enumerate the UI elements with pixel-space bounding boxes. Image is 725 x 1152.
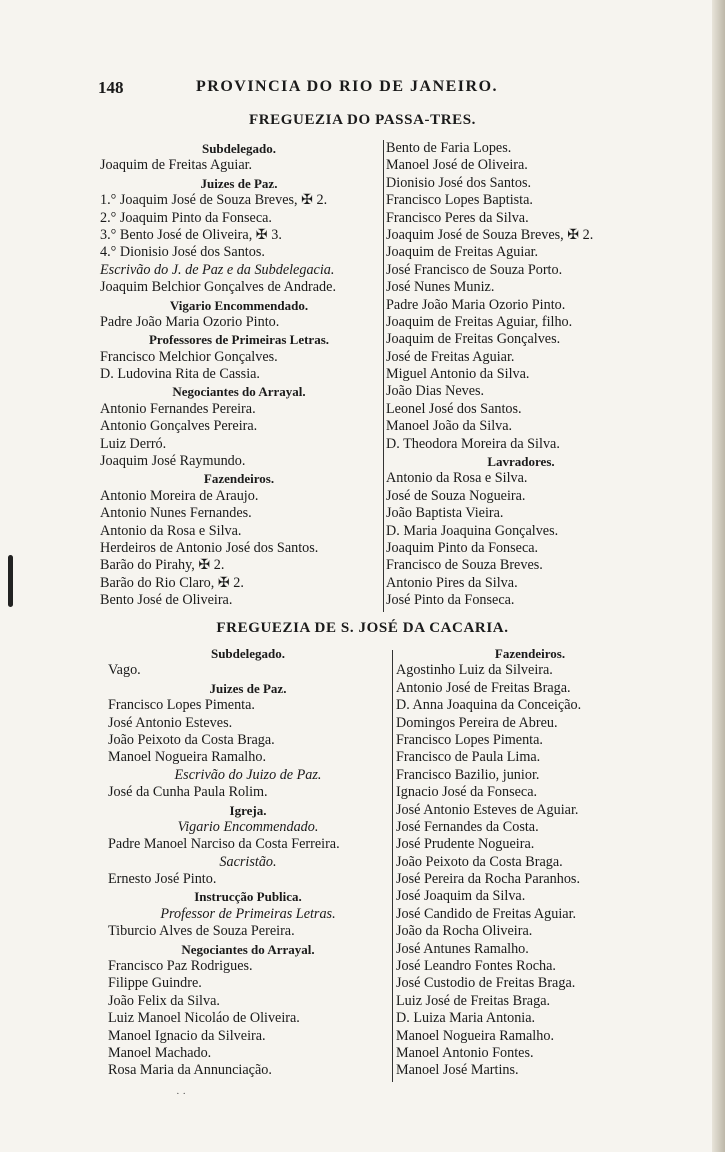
left-edge-mark xyxy=(8,555,13,607)
entry-line: Francisco Lopes Pimenta. xyxy=(108,697,255,714)
entry-line: Filippe Guindre. xyxy=(108,975,202,992)
entry-line: José Custodio de Freitas Braga. xyxy=(396,975,576,992)
entry-line: Herdeiros de Antonio José dos Santos. xyxy=(100,539,319,556)
entry-line: D. Ludovina Rita de Cassia. xyxy=(100,366,260,383)
entry-line: José Antunes Ramalho. xyxy=(396,940,529,957)
entry-line: Luiz Manoel Nicoláo de Oliveira. xyxy=(108,1010,300,1027)
entry-line: Francisco Paz Rodrigues. xyxy=(108,958,253,975)
page-header xyxy=(98,78,568,102)
entry-line: D. Maria Joaquina Gonçalves. xyxy=(386,522,559,539)
entry-line: José Leandro Fontes Rocha. xyxy=(396,958,556,975)
entry-line: Joaquim de Freitas Aguiar. xyxy=(386,244,539,261)
entry-line: Manoel José de Oliveira. xyxy=(386,157,528,174)
section-heading: Negociantes do Arrayal. xyxy=(181,941,315,957)
passa-tres-left-column xyxy=(100,140,378,610)
entry-line: Joaquim José Raymundo. xyxy=(100,453,246,470)
entry-line: Antonio Gonçalves Pereira. xyxy=(100,418,258,435)
entry-line: Ernesto José Pinto. xyxy=(108,871,217,888)
section-heading: Vigario Encommendado. xyxy=(169,297,309,313)
column-divider xyxy=(392,650,393,1082)
entry-line: Francisco de Paula Lima. xyxy=(396,749,541,766)
entry-line: José da Cunha Paula Rolim. xyxy=(108,784,268,801)
page-number: 148 xyxy=(98,78,124,97)
entry-line: Bento de Faria Lopes. xyxy=(386,140,512,156)
section-heading: Subdelegado. xyxy=(210,646,286,661)
entry-line: Francisco de Souza Breves. xyxy=(386,557,543,574)
entry-line: João Peixoto da Costa Braga. xyxy=(396,853,563,870)
section-title-passa-tres: FREGUEZIA DO PASSA-TRES. xyxy=(248,112,477,128)
entry-line: Tiburcio Alves de Souza Pereira. xyxy=(108,923,295,940)
entry-line: Vago. xyxy=(108,662,141,679)
entry-line: Joaquim Pinto da Fonseca. xyxy=(386,539,539,556)
section-heading: Subdelegado. xyxy=(201,141,277,156)
cacaria-right-column xyxy=(396,645,664,1080)
right-edge-shadow xyxy=(712,0,725,1152)
entry-line: Francisco Peres da Silva. xyxy=(386,209,529,226)
entry-line: Dionisio José dos Santos. xyxy=(386,174,532,191)
entry-line: José Fernandes da Costa. xyxy=(396,818,539,835)
entry-line: Antonio Nunes Fernandes. xyxy=(100,505,252,522)
entry-line: Miguel Antonio da Silva. xyxy=(386,366,530,383)
entry-line: Ignacio José da Fonseca. xyxy=(396,784,538,801)
section-heading: Igreja. xyxy=(229,802,267,818)
office-title: Escrivão do Juizo de Paz. xyxy=(174,766,322,783)
office-title: Sacristão. xyxy=(219,853,277,870)
entry-line: Francisco Lopes Pimenta. xyxy=(396,731,543,748)
entry-line: Antonio José de Freitas Braga. xyxy=(396,679,571,696)
entry-line: João da Rocha Oliveira. xyxy=(396,923,533,940)
entry-line: Luiz José de Freitas Braga. xyxy=(396,992,551,1009)
entry-line: Luiz Derró. xyxy=(100,435,167,452)
entry-line: 1.° Joaquim José de Souza Breves, ✠ 2. xyxy=(100,192,328,209)
entry-line: Antonio Moreira de Araujo. xyxy=(100,487,259,504)
entry-line: João Baptista Vieira. xyxy=(386,505,504,522)
entry-line: Joaquim Belchior Gonçalves de Andrade. xyxy=(100,279,336,296)
entry-line: João Peixoto da Costa Braga. xyxy=(108,731,275,748)
entry-line: Joaquim de Freitas Gonçalves. xyxy=(386,331,561,348)
entry-line: João Dias Neves. xyxy=(386,383,485,400)
office-title: Vigario Encommendado. xyxy=(177,818,319,835)
section-heading: Negociantes do Arrayal. xyxy=(172,384,306,400)
entry-line: Manoel Antonio Fontes. xyxy=(396,1044,534,1061)
entry-line: José Pinto da Fonseca. xyxy=(386,592,515,609)
entry-line: Manoel João da Silva. xyxy=(386,418,513,435)
entry-line: José Nunes Muniz. xyxy=(386,279,495,296)
section-heading: Fazendeiros. xyxy=(494,646,566,661)
entry-line: José Antonio Esteves de Aguiar. xyxy=(396,801,579,818)
entry-line: Antonio Fernandes Pereira. xyxy=(100,400,256,417)
entry-line: Padre João Maria Ozorio Pinto. xyxy=(100,313,280,330)
entry-line: José de Freitas Aguiar. xyxy=(386,348,515,365)
passa-tres-right-column xyxy=(386,140,656,610)
entry-line: José Candido de Freitas Aguiar. xyxy=(396,905,577,922)
entry-line: D. Luiza Maria Antonia. xyxy=(396,1010,536,1027)
entry-line: José Antonio Esteves. xyxy=(108,714,233,731)
entry-line: José Pereira da Rocha Paranhos. xyxy=(396,871,580,888)
entry-line: Antonio da Rosa e Silva. xyxy=(386,470,528,487)
entry-line: Francisco Melchior Gonçalves. xyxy=(100,348,278,365)
entry-line: Francisco Lopes Baptista. xyxy=(386,192,533,209)
entry-line: Agostinho Luiz da Silveira. xyxy=(396,662,553,679)
section-heading: Juizes de Paz. xyxy=(200,175,278,191)
entry-line: Manoel Nogueira Ramalho. xyxy=(108,749,266,766)
entry-line: Barão do Rio Claro, ✠ 2. xyxy=(100,574,244,591)
entry-line: Padre Manoel Narciso da Costa Ferreira. xyxy=(108,836,340,853)
cacaria-left-column xyxy=(108,645,388,1080)
entry-line: Barão do Pirahy, ✠ 2. xyxy=(100,557,225,574)
entry-line: Antonio Pires da Silva. xyxy=(386,574,518,591)
entry-line: João Felix da Silva. xyxy=(108,992,220,1009)
entry-line: Manoel Machado. xyxy=(108,1044,212,1061)
entry-line: Bento José de Oliveira. xyxy=(100,592,233,609)
section-heading: Fazendeiros. xyxy=(203,471,275,487)
entry-line: José Joaquim da Silva. xyxy=(396,888,526,905)
entry-line: Joaquim de Freitas Aguiar. xyxy=(100,157,253,174)
entry-line: Joaquim de Freitas Aguiar, filho. xyxy=(386,313,573,330)
office-title: Professor de Primeiras Letras. xyxy=(160,905,336,922)
entry-line: Francisco Bazilio, junior. xyxy=(396,766,540,783)
entry-line: Manoel Ignacio da Silveira. xyxy=(108,1027,266,1044)
entry-line: Padre João Maria Ozorio Pinto. xyxy=(386,296,566,313)
footer-dots: · · xyxy=(176,1088,187,1100)
entry-line: Rosa Maria da Annunciação. xyxy=(108,1062,272,1079)
entry-line: José Prudente Nogueira. xyxy=(396,836,535,853)
entry-line: Leonel José dos Santos. xyxy=(386,400,522,417)
entry-line: Manoel Nogueira Ramalho. xyxy=(396,1027,554,1044)
entry-line: Domingos Pereira de Abreu. xyxy=(396,714,558,731)
running-title: PROVINCIA DO RIO DE JANEIRO. xyxy=(196,78,499,95)
entry-line: José Francisco de Souza Porto. xyxy=(386,261,563,278)
section-heading: Professores de Primeiras Letras. xyxy=(148,332,330,348)
entry-line: D. Anna Joaquina da Conceição. xyxy=(396,697,582,714)
entry-line: Manoel José Martins. xyxy=(396,1062,519,1079)
entry-line: Joaquim José de Souza Breves, ✠ 2. xyxy=(386,226,594,243)
entry-line: Antonio da Rosa e Silva. xyxy=(100,522,242,539)
entry-line: D. Theodora Moreira da Silva. xyxy=(386,435,560,452)
office-title: Escrivão do J. de Paz e da Subdelegacia. xyxy=(100,261,335,278)
column-divider xyxy=(383,140,384,612)
section-heading: Juizes de Paz. xyxy=(209,680,287,696)
section-heading: Lavradores. xyxy=(487,454,555,470)
section-heading: Instrucção Publica. xyxy=(194,889,302,905)
entry-line: 4.° Dionisio José dos Santos. xyxy=(100,244,265,261)
entry-line: 2.° Joaquim Pinto da Fonseca. xyxy=(100,209,272,226)
entry-line: José de Souza Nogueira. xyxy=(386,487,526,504)
section-title-cacaria: FREGUEZIA DE S. JOSÉ DA CACARIA. xyxy=(216,620,509,636)
entry-line: 3.° Bento José de Oliveira, ✠ 3. xyxy=(100,226,282,243)
